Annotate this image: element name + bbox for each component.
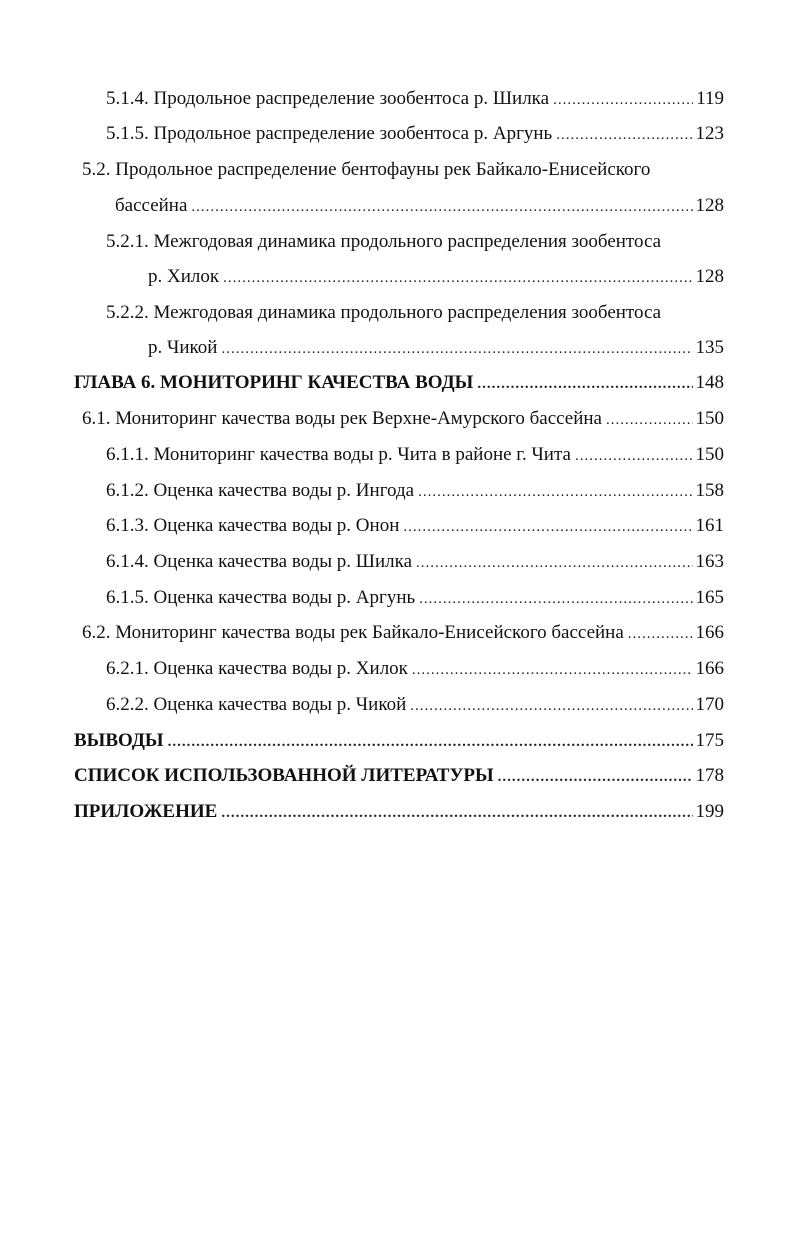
toc-page-number: 166	[695, 658, 724, 679]
dot-leader	[412, 659, 693, 681]
toc-entry-5-2-2-line1[interactable]: 5.2.2. Межгодовая динамика продольного распределения зообентоса	[106, 302, 662, 323]
toc-page-number: 170	[695, 694, 724, 715]
toc-entry-title: 6.1.5. Оценка качества воды р. Аргунь	[106, 587, 416, 608]
dot-leader	[403, 516, 692, 538]
toc-page-number: 128	[695, 266, 724, 287]
toc-page-number: 119	[696, 88, 724, 109]
toc-page-number: 175	[695, 730, 724, 751]
toc-entry-5-1-5[interactable]	[106, 123, 724, 146]
toc-entry-title: 6.1. Мониторинг качества воды рек Верхне-Амурского бассейна	[82, 408, 602, 429]
toc-entry-title: 5.1.4. Продольное распределение зообентоса р. Шилка	[106, 88, 550, 109]
dot-leader	[410, 695, 692, 717]
toc-chapter-6[interactable]	[74, 372, 724, 395]
toc-entry-6-2[interactable]	[82, 622, 724, 645]
toc-page-number: 163	[695, 551, 724, 572]
toc-entry-title: ПРИЛОЖЕНИЕ	[74, 801, 218, 822]
toc-entry-6-1-5[interactable]	[106, 587, 724, 610]
toc-entry-6-1-3[interactable]	[106, 515, 724, 538]
toc-entry-5-2[interactable]	[115, 195, 724, 218]
dot-leader	[477, 373, 692, 395]
toc-entry-6-2-1[interactable]	[106, 658, 724, 681]
toc-page-number: 135	[695, 337, 724, 358]
toc-entry-title: СПИСОК ИСПОЛЬЗОВАННОЙ ЛИТЕРАТУРЫ	[74, 765, 494, 786]
toc-entry-6-1[interactable]	[82, 408, 724, 431]
toc-page-number: 165	[695, 587, 724, 608]
toc-entry-title: 5.1.5. Продольное распределение зообентоса р. Аргунь	[106, 123, 553, 144]
toc-entry-5-2-line1[interactable]: 5.2. Продольное распределение бентофауны рек Байкало-Енисейского	[82, 159, 651, 180]
toc-page-number: 150	[695, 444, 724, 465]
toc-entry-6-1-4[interactable]	[106, 551, 724, 574]
toc-entry-5-2-1-line1[interactable]: 5.2.1. Межгодовая динамика продольного распределения зообентоса	[106, 231, 662, 252]
toc-page-number: 128	[695, 195, 724, 216]
dot-leader	[168, 731, 693, 753]
toc-page-number: 199	[695, 801, 724, 822]
dot-leader	[575, 445, 693, 467]
toc-entry-5-1-4[interactable]	[106, 88, 724, 111]
toc-entry-title: 6.1.1. Мониторинг качества воды р. Чита в районе г. Чита	[106, 444, 571, 465]
dot-leader	[416, 552, 692, 574]
dot-leader	[221, 338, 692, 360]
dot-leader	[418, 481, 692, 503]
dot-leader	[628, 623, 693, 645]
dot-leader	[606, 409, 693, 431]
dot-leader	[221, 802, 692, 824]
toc-entry-title: ГЛАВА 6. МОНИТОРИНГ КАЧЕСТВА ВОДЫ	[74, 372, 474, 393]
toc-page-number: 158	[695, 480, 724, 501]
toc-entry-title: р. Чикой	[148, 337, 218, 358]
toc-entry-title: 6.1.4. Оценка качества воды р. Шилка	[106, 551, 413, 572]
toc-entry-title: 6.2.2. Оценка качества воды р. Чикой	[106, 694, 407, 715]
toc-entry-5-2-2[interactable]	[148, 337, 724, 360]
toc-page-number: 148	[695, 372, 724, 393]
toc-entry-5-2-1[interactable]	[148, 266, 724, 289]
toc-references[interactable]	[74, 765, 724, 788]
toc-entry-title: 6.2. Мониторинг качества воды рек Байкало-Енисейского бассейна	[82, 622, 624, 643]
toc-entry-title: р. Хилок	[148, 266, 220, 287]
toc-page-number: 123	[695, 123, 724, 144]
toc-entry-title: 6.1.2. Оценка качества воды р. Ингода	[106, 480, 415, 501]
dot-leader	[191, 196, 692, 218]
toc-appendix[interactable]	[74, 801, 724, 824]
toc-entry-6-2-2[interactable]	[106, 694, 724, 717]
dot-leader	[498, 766, 693, 788]
toc-page-number: 150	[695, 408, 724, 429]
toc-page-number: 178	[695, 765, 724, 786]
toc-page-number: 166	[695, 622, 724, 643]
dot-leader	[419, 588, 692, 610]
toc-entry-title: 6.2.1. Оценка качества воды р. Хилок	[106, 658, 408, 679]
toc-page-number: 161	[695, 515, 724, 536]
toc-entry-title: бассейна	[115, 195, 188, 216]
toc-entry-6-1-2[interactable]	[106, 480, 724, 503]
dot-leader	[223, 267, 692, 289]
toc-conclusions[interactable]	[74, 730, 724, 753]
toc-entry-6-1-1[interactable]	[106, 444, 724, 467]
toc-entry-title: 6.1.3. Оценка качества воды р. Онон	[106, 515, 400, 536]
dot-leader	[553, 89, 693, 111]
toc-entry-title: ВЫВОДЫ	[74, 730, 164, 751]
dot-leader	[556, 124, 692, 146]
